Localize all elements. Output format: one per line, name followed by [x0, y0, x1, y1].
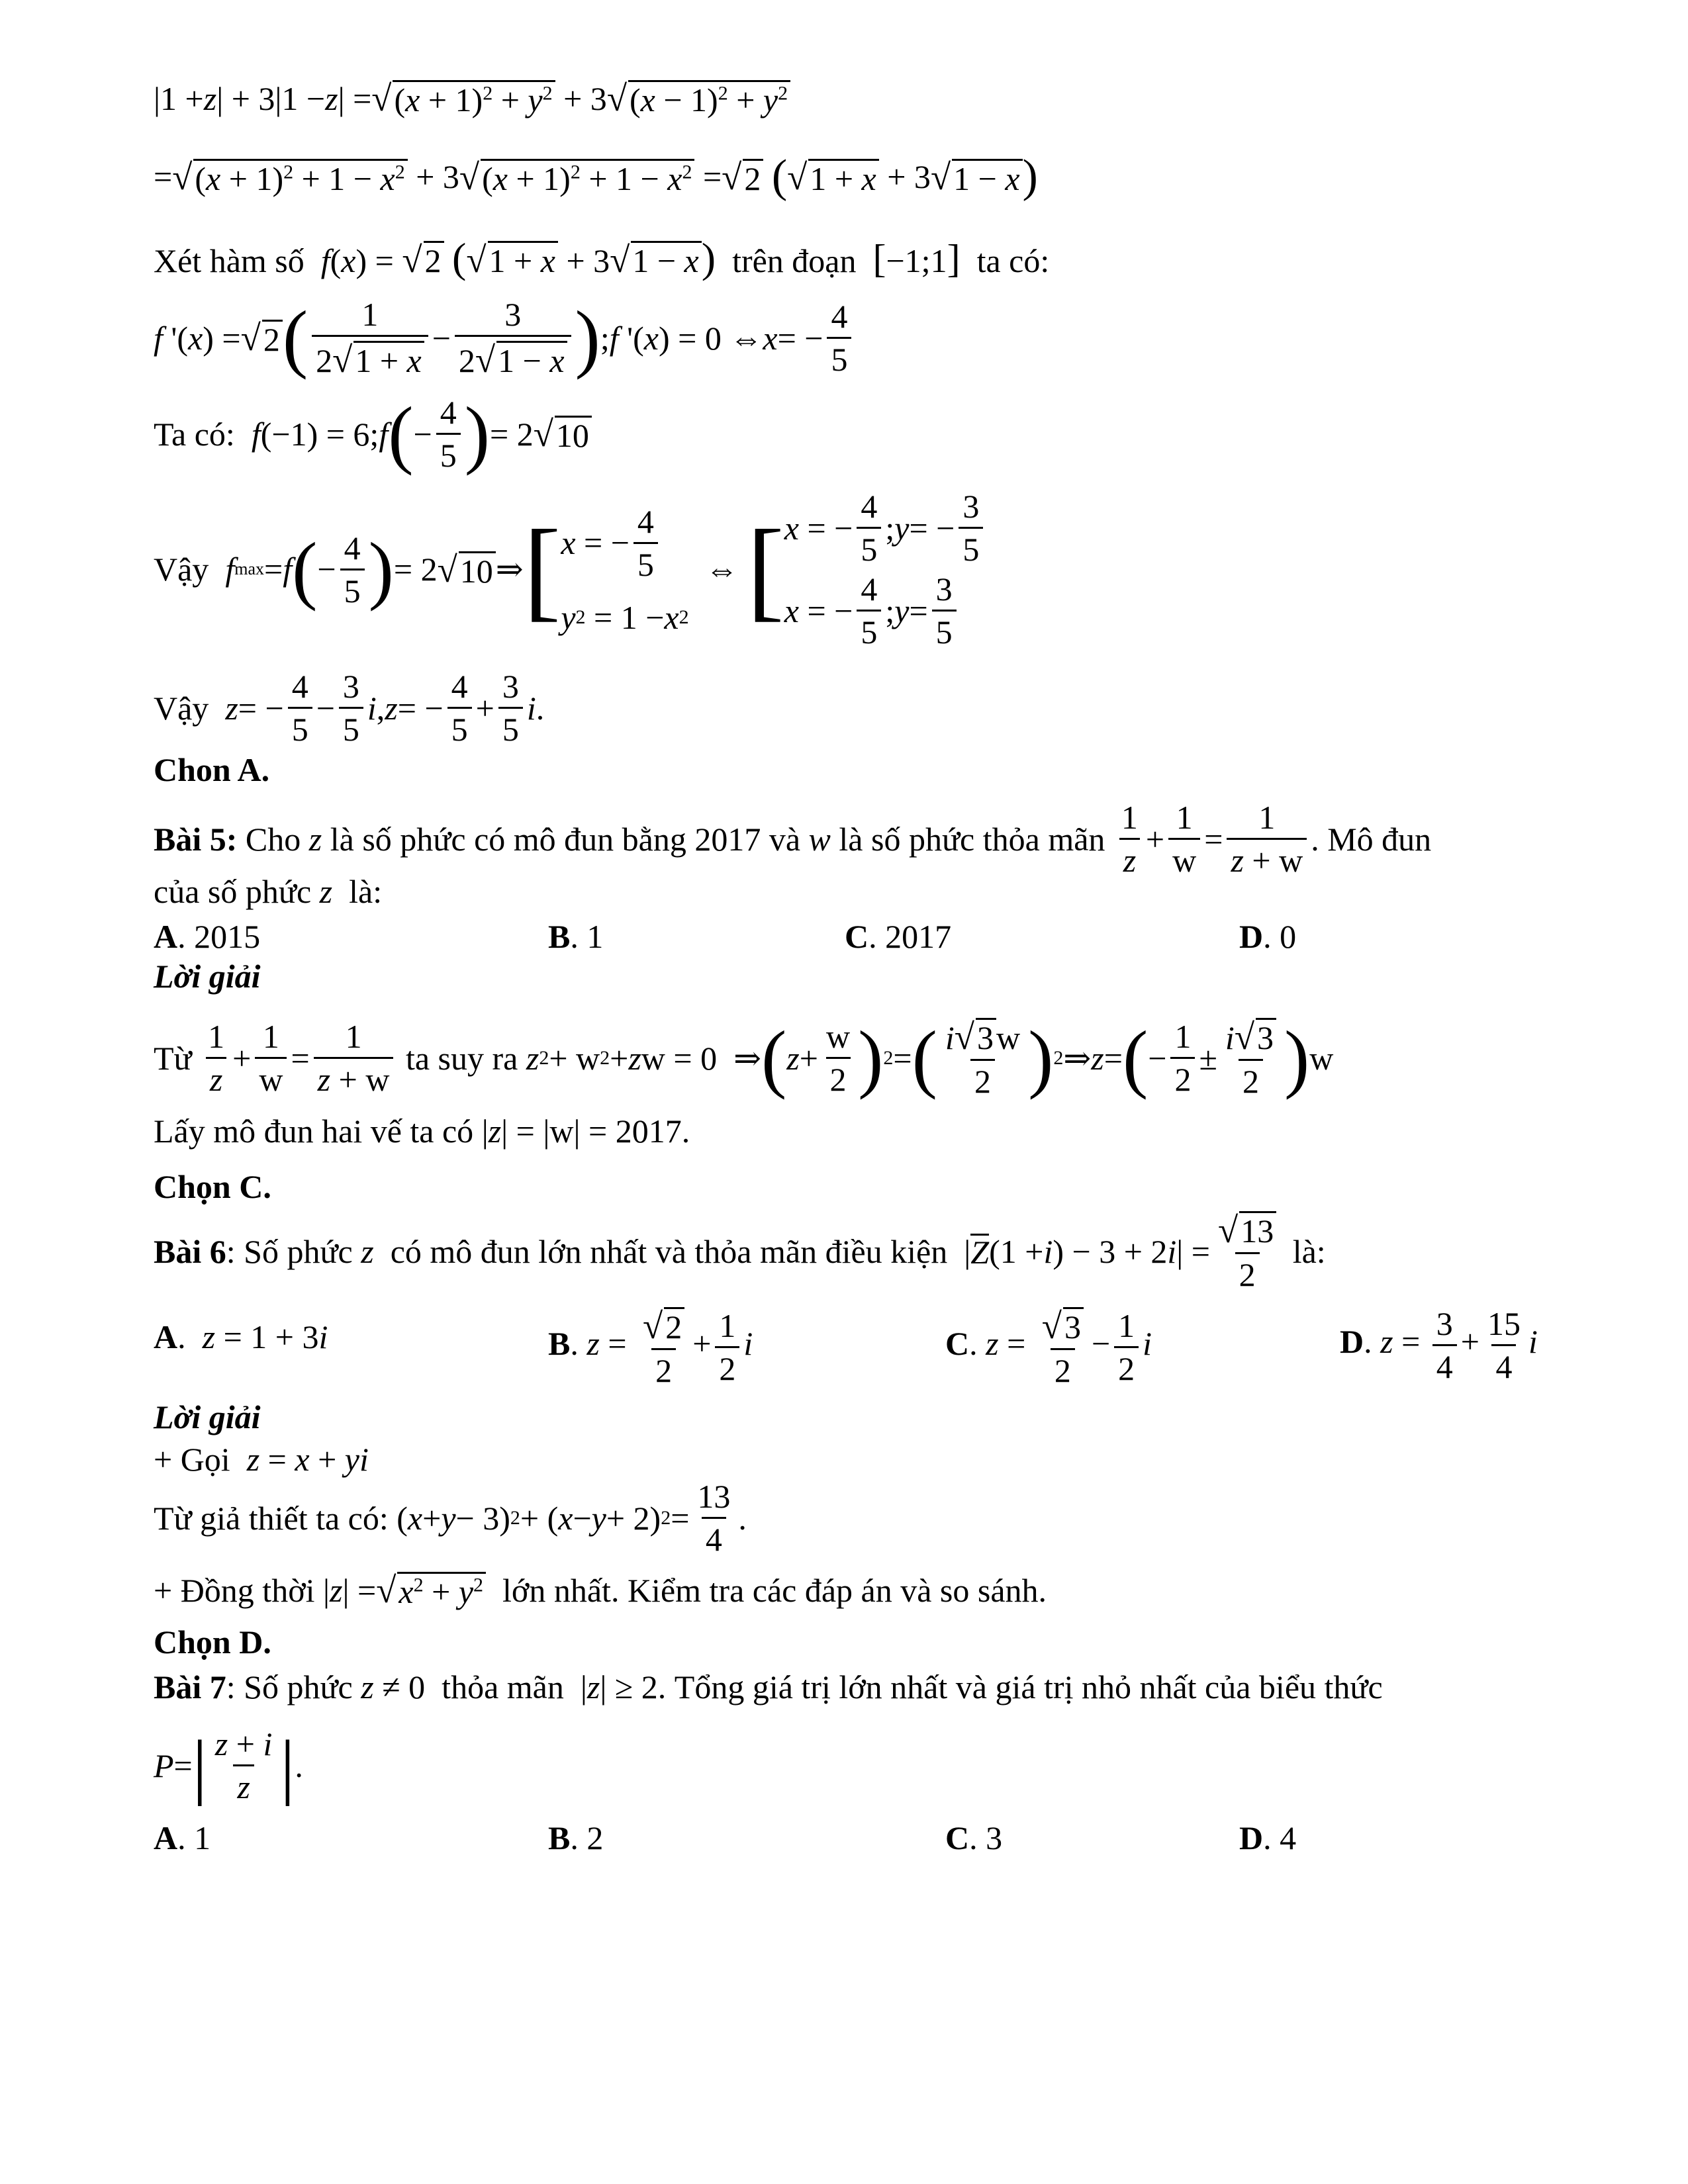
bai6-tu-gia-thiet: Từ giả thiết ta có:	[154, 1499, 389, 1537]
bai7-title: Bài 7	[154, 1668, 226, 1706]
bai6-loi-giai: Lời giải	[154, 1398, 261, 1435]
bai6-option-c: C. z = $\frac{√3}{2}$ − $\frac{1}{2}$ i	[945, 1306, 1152, 1389]
bai6-statement: Bài 6 : Số phức z có mô đun lớn nhất và thỏa mãn điều kiện | Z (1 + i ) − 3 + 2 i | = √13 2 là:	[154, 1210, 1326, 1293]
derivative-line: f '( x ) = √ 2 ( 1 2√1 + x − 3 2√1 − x ) ; f '( x ) = 0 ⇔ x = − 4 5	[154, 298, 855, 378]
bai7-text1: : Số phức	[226, 1668, 353, 1706]
bai5-option-c: C. 2017	[845, 918, 952, 955]
vay-text: Vậy	[154, 551, 209, 588]
equation-line-2: = √ $(x + 1)^2 + 1 - x^2$ + 3 √ $(x + 1)^2 + 1 - x^2$ = √ 2 ( √ 1 + x + 3 √ 1 − x )	[154, 151, 1038, 202]
result-line: Vậy z = − 4 5 − 3 5 i , z = − 4 5 + 3 5 i .	[154, 668, 545, 748]
values-line: Ta có: f (−1) = 6; f ( − 4 5 ) = 2 √ 10	[154, 396, 592, 472]
bai7-text2: thỏa mãn	[442, 1668, 564, 1706]
bai5-ta-suy-ra: ta suy ra	[405, 1039, 518, 1077]
bai6-text3: là:	[1292, 1232, 1326, 1270]
max-line: Vậy f max = f ( − 4 5 ) = 2 √ 10 ⇒ [ x = − 4 5 y 2 = 1 − x 2 ⇔ [ x = − 4 5 ; y = − 3 5 x = − 4 5 ; y = 3 5	[154, 490, 987, 649]
bai7-option-d: D. 4	[1239, 1819, 1297, 1856]
bai5-solution-2: Lấy mô đun hai vế ta có |z| = |w| = 2017.	[154, 1113, 690, 1150]
bai5-text1: Cho	[245, 820, 301, 858]
bai5-text2: là số phức có mô đun bằng 2017 và	[330, 820, 801, 858]
bai5-text5: của số phức	[154, 873, 312, 910]
bai6-gia-thiet: Từ giả thiết ta có: ( x + y − 3) 2 + ( x − y + 2) 2 = 13 4 .	[154, 1478, 747, 1558]
intro-end: ta có:	[976, 242, 1050, 279]
vay2-text: Vậy	[154, 689, 209, 727]
bai6-goi: + Gọi z = x + yi	[154, 1441, 369, 1478]
bai6-option-b: B. z = $\frac{√2}{2}$ + $\frac{1}{2}$ i	[548, 1306, 753, 1389]
intro-text: Xét hàm số	[154, 242, 305, 279]
chon-a: Chon A.	[154, 751, 270, 788]
bai5-text4: . Mô đun	[1311, 820, 1432, 858]
bai7-expression: P = | z + i z | .	[154, 1725, 303, 1806]
bai6-dong-thoi: + Đồng thời | z | = √ $x^2 + y^2$ lớn nhất. Kiểm tra các đáp án và so sánh.	[154, 1570, 1047, 1611]
bai7-statement: Bài 7: Số phức z ≠ 0 thỏa mãn |z| ≥ 2. Tổng giá trị lớn nhất và giá trị nhỏ nhất của biểu thức	[154, 1668, 1383, 1706]
bai6-goi-text: + Gọi	[154, 1441, 230, 1478]
bai6-text1: : Số phức	[226, 1232, 353, 1270]
taco-text: Ta có:	[154, 415, 235, 453]
bai5-chon: Chọn C.	[154, 1168, 271, 1205]
bai6-dong-thoi-text: + Đồng thời	[154, 1571, 315, 1609]
bai7-option-a: A. 1	[154, 1819, 211, 1856]
bai6-lon-nhat: lớn nhất. Kiểm tra các đáp án và so sánh.	[502, 1571, 1047, 1609]
function-definition-line: Xét hàm số f(x) = √2 (√1 + x + 3√1 − x) trên đoạn [−1;1] ta có:	[154, 234, 1050, 281]
intro-suffix: trên đoạn	[732, 242, 857, 279]
bai5-text3: là số phức thỏa mãn	[839, 820, 1105, 858]
bai5-solution-1: Từ 1 z + 1 w = 1 z + w ta suy ra z 2 + w 2 + z w = 0 ⇒ ( z + w 2 ) 2 = ( i√3w 2 ) 2 ⇒ z = ( − 1 2 ± i√3 2 ) w	[154, 1016, 1334, 1100]
bai6-title: Bài 6	[154, 1232, 226, 1270]
bai6-text2: có mô đun lớn nhất và thỏa mãn điều kiện	[390, 1232, 948, 1270]
bai5-tu: Từ	[154, 1039, 192, 1077]
bai7-option-b: B. 2	[548, 1819, 604, 1856]
bai6-option-a: A. z = 1 + 3i	[154, 1318, 328, 1355]
bai5-lay: Lấy mô đun hai vế ta có	[154, 1113, 474, 1150]
bai5-option-a: A. 2015	[154, 918, 261, 955]
bai6-chon: Chọn D.	[154, 1623, 271, 1661]
bai5-statement: Bài 5: Cho z là số phức có mô đun bằng 2017 và w là số phức thỏa mãn 1 z + 1 w = 1 z + w . Mô đun	[154, 799, 1432, 879]
bai5-title: Bài 5:	[154, 820, 238, 858]
bai5-loi-giai: Lời giải	[154, 958, 261, 995]
bai5-option-b: B. 1	[548, 918, 604, 955]
bai5-statement-2: của số phức z là:	[154, 873, 383, 910]
bai5-option-d: D. 0	[1239, 918, 1297, 955]
bai5-text6: là:	[349, 873, 383, 910]
bai7-option-c: C. 3	[945, 1819, 1003, 1856]
bai7-text3: Tổng giá trị lớn nhất và giá trị nhỏ nhất của biểu thức	[674, 1668, 1383, 1706]
bai6-option-d: D. z = $\frac{3}{4}$ + $\frac{15}{4}$ i	[1340, 1305, 1538, 1385]
equation-line-1: |1 + z | + 3|1 − z | = √ $(x + 1)^2 + y^2$ + 3 √ $(x - 1)^2 + y^2$	[154, 78, 790, 116]
